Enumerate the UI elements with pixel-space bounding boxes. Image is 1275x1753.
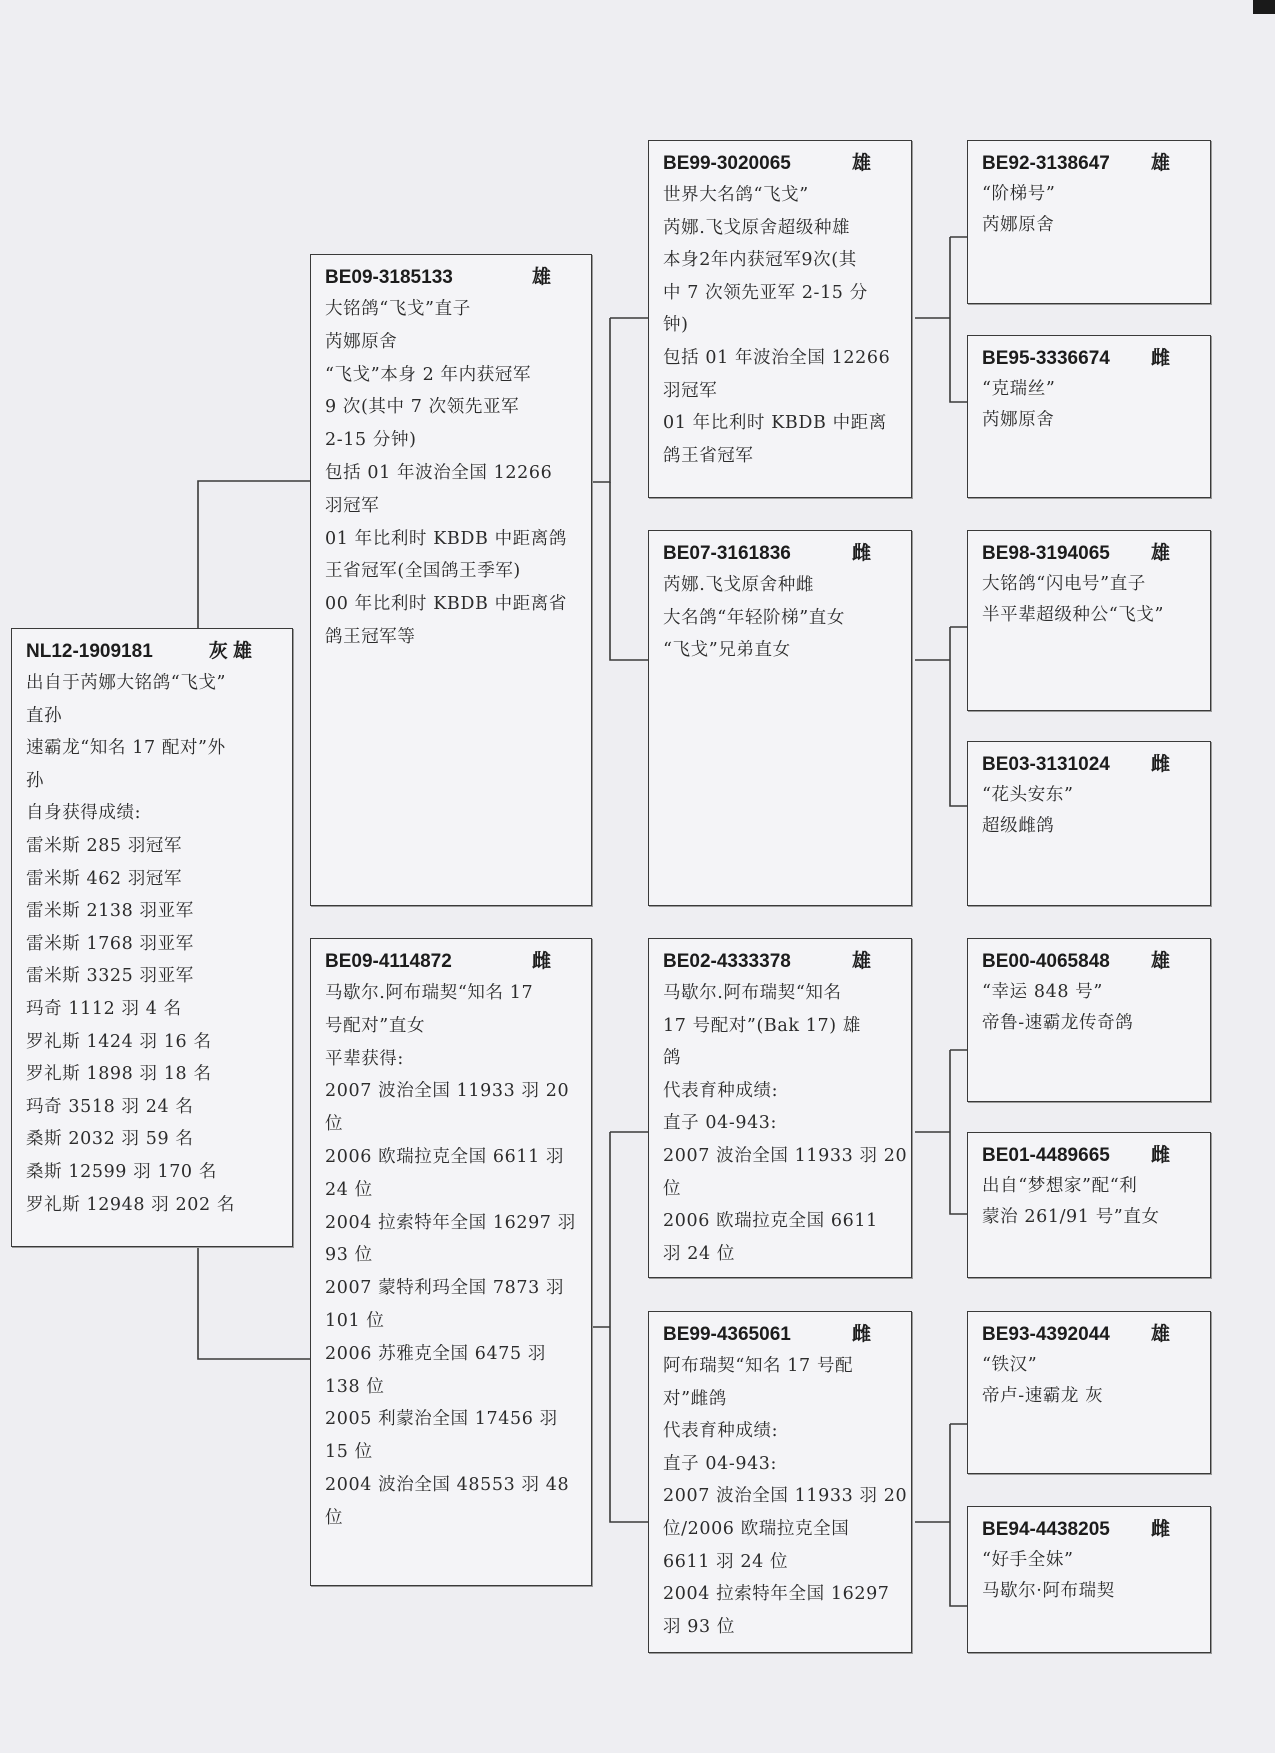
sire-sire-line: 芮娜.飞戈原舍超级种雄 (663, 217, 851, 238)
subject-line: 速霸龙“知名 17 配对”外 (26, 738, 226, 759)
ggp-sex: 雌 (1150, 348, 1170, 369)
dam-dam-line: 2007 波治全国 11933 羽 20 (663, 1486, 908, 1507)
sire-line: 鸽王冠军等 (325, 626, 416, 647)
sire-line: 9 次(其中 7 次领先亚军 (325, 397, 520, 418)
dam-sire-line: 2006 欧瑞拉克全国 6611 (663, 1211, 878, 1232)
sire-sire-sex: 雄 (851, 153, 871, 174)
sire-line: 00 年比利时 KBDB 中距离省 (325, 594, 567, 615)
ggp-line: 芮娜原舍 (982, 215, 1055, 235)
ggp-line: “幸运 848 号” (982, 982, 1103, 1002)
connector-subject-dam (198, 1247, 310, 1359)
dam-dam-line: 6611 羽 24 位 (663, 1551, 789, 1572)
dam-dam-line: 代表育种成绩: (663, 1421, 779, 1442)
sire-dam-box (648, 530, 912, 906)
sire-line: “飞戈”本身 2 年内获冠军 (325, 364, 532, 385)
ggp-ring: BE92-3138647 (982, 153, 1110, 174)
sire-sex: 雄 (531, 267, 551, 288)
ggp-line: 蒙治 261/91 号”直女 (982, 1207, 1160, 1227)
subject-line: 罗礼斯 1424 羽 16 名 (26, 1031, 212, 1052)
ggp-ring: BE94-4438205 (982, 1519, 1110, 1540)
dam-dam-line: 位/2006 欧瑞拉克全国 (663, 1518, 850, 1539)
subject-line: 雷米斯 2138 羽亚军 (26, 901, 194, 922)
dam-line: 138 位 (325, 1376, 385, 1397)
dam-sire-line: 2007 波治全国 11933 羽 20 (663, 1145, 908, 1166)
dam-sire-line: 羽 24 位 (663, 1243, 735, 1264)
ggp-line: “花头安东” (982, 785, 1074, 805)
dam-line: 马歇尔.阿布瑞契“知名 17 (325, 983, 534, 1003)
subject-line: 玛奇 3518 羽 24 名 (26, 1096, 194, 1117)
sire-dam-line: 大名鸽“年轻阶梯”直女 (663, 607, 845, 628)
ggp-ring: BE01-4489665 (982, 1145, 1110, 1166)
dam-sex: 雌 (531, 951, 551, 972)
dam-sire-line: 鸽 (663, 1048, 682, 1069)
ggp-box (967, 938, 1211, 1102)
sire-box (310, 254, 592, 906)
dam-line: 位 (325, 1507, 344, 1528)
connector-sire-children (590, 318, 610, 482)
ggp-ring: BE00-4065848 (982, 951, 1110, 972)
ggp-line: “好手全妹” (982, 1550, 1074, 1570)
dam-box (310, 938, 592, 1586)
sire-dam-ring: BE07-3161836 (663, 543, 791, 564)
dam-sire-line: 17 号配对”(Bak 17) 雄 (663, 1015, 861, 1036)
ggp-line: 大铭鸽“闪电号”直子 (982, 574, 1146, 594)
sire-sire-box (648, 140, 912, 498)
sire-line: 包括 01 年波治全国 12266 (325, 462, 553, 483)
subject-line: 罗礼斯 1898 羽 18 名 (26, 1064, 212, 1085)
dam-sire-sex: 雄 (851, 951, 871, 972)
subject-sex: 灰 雄 (208, 641, 252, 662)
connector-sire-down (610, 482, 648, 660)
subject-line: 玛奇 1112 羽 4 名 (26, 998, 182, 1019)
dam-dam-sex: 雌 (851, 1324, 871, 1345)
sire-sire-line: 本身2年内获冠军9次(其 (663, 250, 857, 271)
dam-dam-ring: BE99-4365061 (663, 1324, 791, 1345)
subject-line: 孙 (26, 770, 45, 791)
dam-line: 2006 苏雅克全国 6475 羽 (325, 1343, 546, 1364)
ggp-sex: 雄 (1150, 153, 1170, 174)
sire-line: 羽冠军 (325, 495, 380, 516)
dam-dam-line: 直子 04-943: (663, 1453, 778, 1474)
dam-line: 101 位 (325, 1310, 385, 1331)
dam-dam-line: 阿布瑞契“知名 17 号配 (663, 1356, 854, 1376)
dam-line: 2004 拉索特年全国 16297 羽 (325, 1212, 576, 1233)
ggp-box (967, 335, 1211, 498)
ggp-box (967, 530, 1211, 711)
sire-sire-line: 包括 01 年波治全国 12266 (663, 347, 891, 368)
dam-sire-line: 马歇尔.阿布瑞契“知名 (663, 983, 842, 1003)
ggp-line: 帝鲁-速霸龙传奇鸽 (982, 1013, 1134, 1033)
sire-sire-line: 羽冠军 (663, 380, 718, 401)
dam-dam-line: 羽 93 位 (663, 1616, 735, 1637)
ggp-ring: BE93-4392044 (982, 1324, 1110, 1345)
subject-line: 桑斯 2032 羽 59 名 (26, 1129, 194, 1150)
sire-line: 芮娜原舍 (325, 331, 398, 352)
ggp-ring: BE03-3131024 (982, 754, 1110, 775)
subject-line: 雷米斯 462 羽冠军 (26, 868, 183, 889)
subject-ring: NL12-1909181 (26, 641, 153, 662)
ggp-sex: 雌 (1150, 1145, 1170, 1166)
subject-line: 罗礼斯 12948 羽 202 名 (26, 1194, 236, 1215)
sire-dam-line: 芮娜.飞戈原舍种雌 (663, 575, 814, 595)
ggp-box (967, 1311, 1211, 1474)
sire-sire-line: 世界大名鸽“飞戈” (663, 185, 809, 205)
ggp-box (967, 1506, 1211, 1653)
ggp-sex: 雄 (1150, 951, 1170, 972)
ggp-line: 半平辈超级种公“飞戈” (982, 605, 1164, 625)
dam-line: 15 位 (325, 1442, 373, 1463)
dam-line: 2007 蒙特利玛全国 7873 羽 (325, 1278, 565, 1299)
dam-line: 24 位 (325, 1179, 373, 1200)
dam-sire-ring: BE02-4333378 (663, 951, 791, 972)
ggp-line: “克瑞丝” (982, 379, 1056, 399)
sire-line: 大铭鸽“飞戈”直子 (325, 299, 471, 319)
sire-dam-sex: 雌 (851, 543, 871, 564)
dam-line: 93 位 (325, 1245, 373, 1266)
dam-sire-box (648, 938, 912, 1278)
ggp-line: 出自“梦想家”配“利 (982, 1176, 1138, 1196)
ggp-line: “阶梯号” (982, 184, 1056, 204)
ggp-box (967, 741, 1211, 906)
sire-dam-line: “飞戈”兄弟直女 (663, 640, 791, 661)
ggp-line: 帝卢-速霸龙 灰 (982, 1386, 1104, 1406)
dam-sire-line: 位 (663, 1178, 682, 1199)
dam-line: 2005 利蒙治全国 17456 羽 (325, 1409, 558, 1430)
sire-sire-line: 钟) (663, 315, 689, 336)
connector-subject-sire (198, 481, 310, 628)
ggp-line: 超级雌鸽 (982, 816, 1055, 836)
subject-line: 直孙 (26, 705, 63, 726)
dam-dam-line: 对”雌鸽 (663, 1388, 727, 1409)
sire-line: 王省冠军(全国鸽王季军) (325, 561, 521, 582)
ggp-line: “铁汉” (982, 1355, 1038, 1375)
ggp-sex: 雌 (1150, 754, 1170, 775)
subject-line: 雷米斯 285 羽冠军 (26, 835, 183, 856)
subject-box (11, 628, 293, 1247)
dam-line: 2004 波治全国 48553 羽 48 (325, 1474, 570, 1495)
sire-sire-line: 中 7 次领先亚军 2-15 分 (663, 282, 868, 303)
dam-line: 位 (325, 1114, 344, 1135)
ggp-sex: 雄 (1150, 543, 1170, 564)
subject-line: 雷米斯 1768 羽亚军 (26, 933, 194, 954)
dam-line: 号配对”直女 (325, 1015, 426, 1036)
dam-line: 2007 波治全国 11933 羽 20 (325, 1081, 570, 1102)
sire-ring: BE09-3185133 (325, 267, 453, 288)
subject-line: 出自于芮娜大铭鸽“飞戈” (26, 673, 227, 693)
dam-ring: BE09-4114872 (325, 951, 452, 972)
sire-sire-ring: BE99-3020065 (663, 153, 791, 174)
sire-sire-line: 01 年比利时 KBDB 中距离 (663, 413, 887, 434)
sire-line: 01 年比利时 KBDB 中距离鸽 (325, 528, 567, 549)
dam-sire-line: 代表育种成绩: (663, 1080, 779, 1101)
sire-sire-line: 鸽王省冠军 (663, 445, 754, 466)
subject-line: 自身获得成绩: (26, 803, 142, 824)
dam-sire-line: 直子 04-943: (663, 1113, 778, 1134)
ggp-box (967, 140, 1211, 304)
ggp-sex: 雌 (1150, 1519, 1170, 1540)
ggp-sex: 雄 (1150, 1324, 1170, 1345)
ggp-box (967, 1132, 1211, 1278)
dam-dam-line: 2004 拉索特年全国 16297 (663, 1584, 890, 1605)
ggp-line: 芮娜原舍 (982, 410, 1055, 430)
dam-line: 2006 欧瑞拉克全国 6611 羽 (325, 1146, 565, 1167)
ggp-ring: BE98-3194065 (982, 543, 1110, 564)
sire-line: 2-15 分钟) (325, 430, 417, 451)
ggp-ring: BE95-3336674 (982, 348, 1110, 369)
dam-dam-box (648, 1311, 912, 1653)
subject-line: 雷米斯 3325 羽亚军 (26, 966, 194, 987)
ggp-line: 马歇尔·阿布瑞契 (982, 1581, 1115, 1601)
subject-line: 桑斯 12599 羽 170 名 (26, 1161, 217, 1182)
dam-line: 平辈获得: (325, 1048, 404, 1069)
